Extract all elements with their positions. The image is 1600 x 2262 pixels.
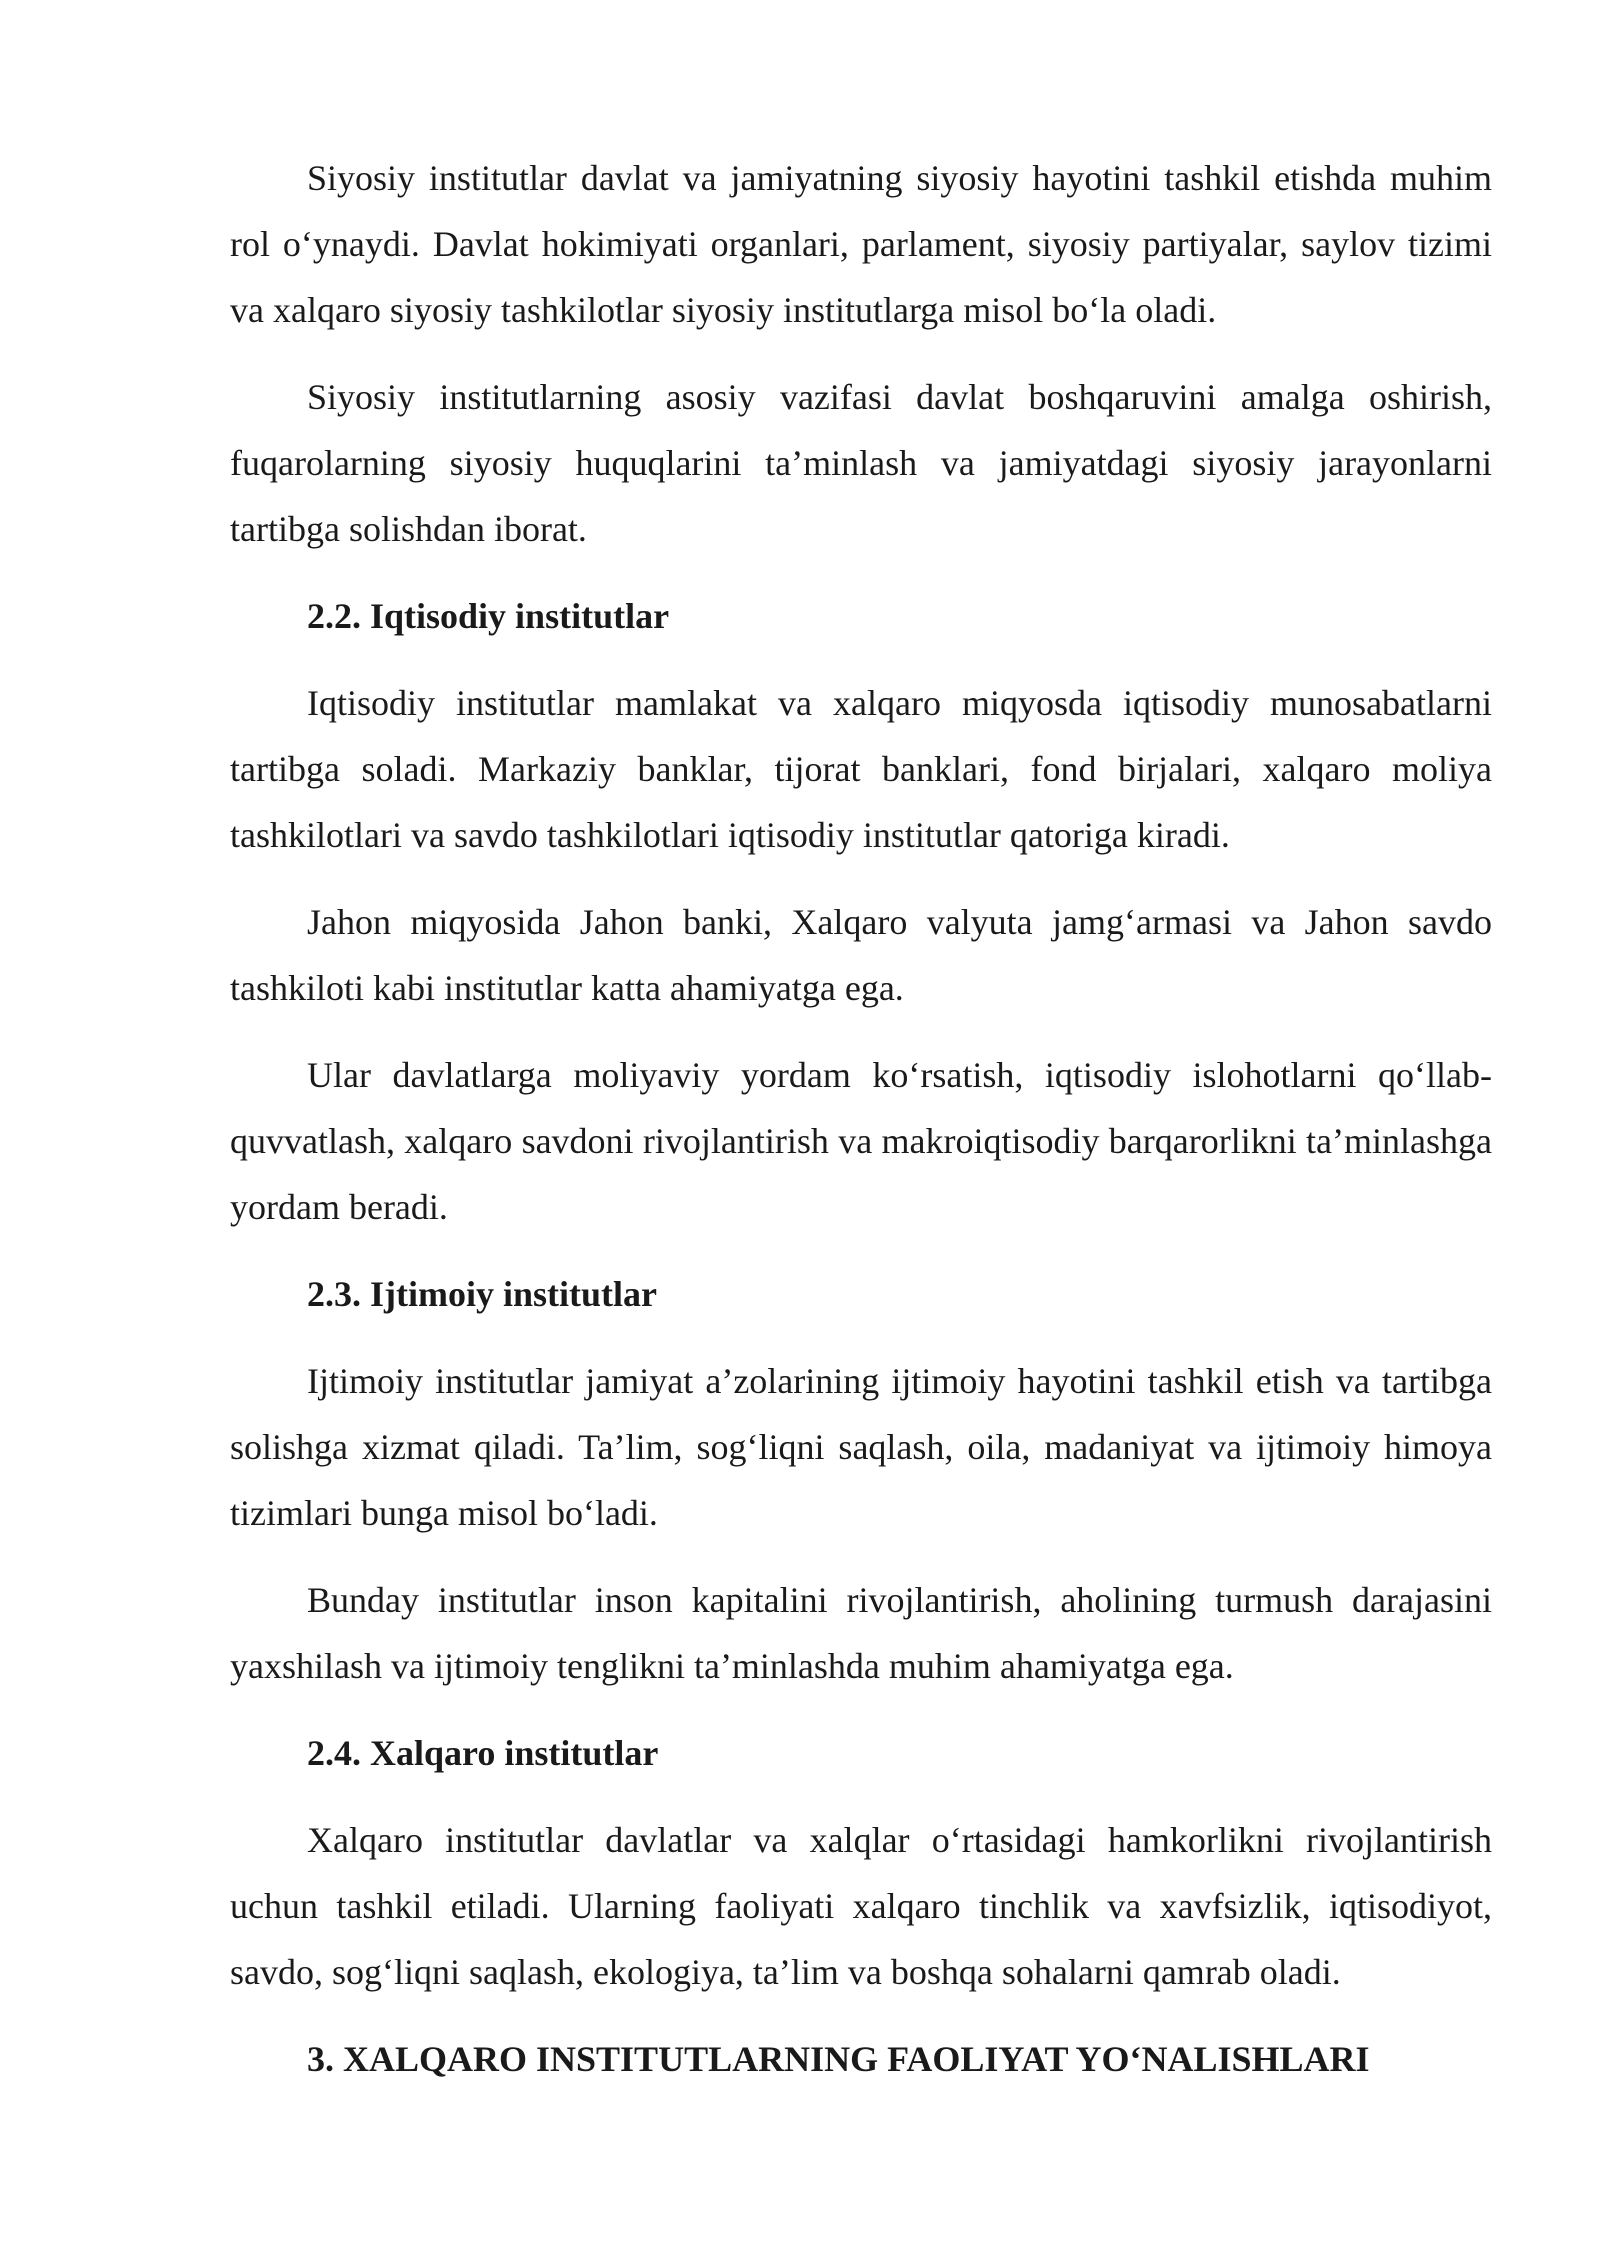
document-body xyxy=(230,145,1492,2113)
section-heading-international-institutions: 2.4. Xalqaro institutlar xyxy=(307,1733,659,1773)
paragraph-political-institutions-role: Siyosiy institutlar davlat va jamiyatning siyosiy hayotini tashkil etishda muhim rol o‘ynaydi. Davlat hokimiyati organlari, parlament, siyosiy partiyalar, saylov tizimi va xalqaro siyosiy tashkilotlar siyosiy institutlarga misol bo‘la oladi. xyxy=(230,158,1492,330)
paragraph-global-economic-institutions: Jahon miqyosida Jahon banki, Xalqaro valyuta jamg‘armasi va Jahon savdo tashkiloti kabi institutlar katta ahamiyatga ega. xyxy=(230,902,1492,1008)
section-heading-social-institutions: 2.3. Ijtimoiy institutlar xyxy=(307,1274,657,1314)
section-heading-economic-institutions: 2.2. Iqtisodiy institutlar xyxy=(307,596,670,636)
paragraph-economic-support: Ular davlatlarga moliyaviy yordam ko‘rsatish, iqtisodiy islohotlarni qo‘llab-quvvatlash, xalqaro savdoni rivojlantirish va makroiqtisodiy barqarorlikni ta’minlashga yordam beradi. xyxy=(230,1055,1492,1227)
paragraph-social-institutions: Ijtimoiy institutlar jamiyat a’zolarining ijtimoiy hayotini tashkil etish va tartibga solishga xizmat qiladi. Ta’lim, sog‘liqni saqlash, oila, madaniyat va ijtimoiy himoya tizimlari bunga misol bo‘ladi. xyxy=(230,1361,1492,1533)
paragraph-economic-institutions: Iqtisodiy institutlar mamlakat va xalqaro miqyosda iqtisodiy munosabatlarni tartibga soladi. Markaziy banklar, tijorat banklari, fond birjalari, xalqaro moliya tashkilotlari va savdo tashkilotlari iqtisodiy institutlar qatoriga kiradi. xyxy=(230,683,1492,855)
paragraph-international-institutions: Xalqaro institutlar davlatlar va xalqlar o‘rtasidagi hamkorlikni rivojlantirish uchun tashkil etiladi. Ularning faoliyati xalqaro tinchlik va xavfsizlik, iqtisodiyot, savdo, sog‘liqni saqlash, ekologiya, ta’lim va boshqa sohalarni qamrab oladi. xyxy=(230,1820,1492,1992)
chapter-heading-activity-directions: 3. XALQARO INSTITUTLARNING FAOLIYAT YO‘NALISHLARI xyxy=(307,2039,1370,2079)
paragraph-social-importance: Bunday institutlar inson kapitalini rivojlantirish, aholining turmush darajasini yaxshilash va ijtimoiy tenglikni ta’minlashda muhim ahamiyatga ega. xyxy=(230,1580,1492,1686)
paragraph-political-institutions-function: Siyosiy institutlarning asosiy vazifasi davlat boshqaruvini amalga oshirish, fuqarolarning siyosiy huquqlarini ta’minlash va jamiyatdagi siyosiy jarayonlarni tartibga solishdan iborat. xyxy=(230,377,1492,549)
